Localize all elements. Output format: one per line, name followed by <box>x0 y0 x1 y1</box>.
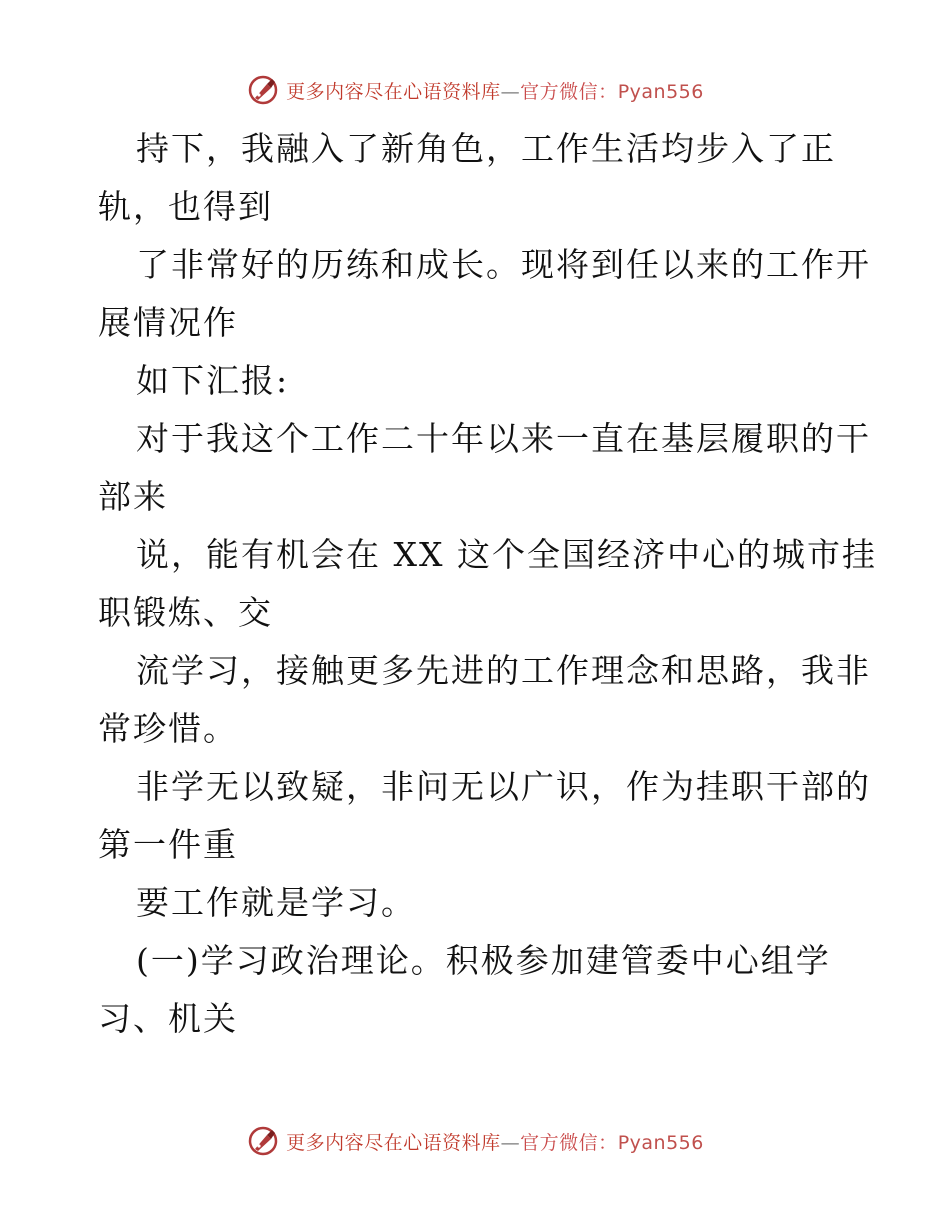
footer-site-name: 更多内容尽在心语资料库 <box>286 1131 501 1154</box>
document-body <box>98 120 877 1048</box>
header-banner <box>0 70 950 110</box>
text-line: 习、机关 <box>98 999 238 1038</box>
text-line: 部来 <box>98 477 168 516</box>
text-line: 要工作就是学习。 <box>136 883 416 922</box>
header-wechat-id: Pyan556 <box>617 80 704 103</box>
text-line: 轨，也得到 <box>98 187 273 226</box>
text-line: (一)学习政治理论。积极参加建管委中心组学 <box>136 941 831 980</box>
header-banner-text <box>286 77 704 104</box>
pen-nib-logo-icon <box>246 1124 280 1158</box>
text-line: 职锻炼、交 <box>98 593 273 632</box>
text-line: 非学无以致疑，非问无以广识，作为挂职干部的 <box>136 767 871 806</box>
text-line: 常珍惜。 <box>98 709 238 748</box>
text-line: 如下汇报: <box>136 361 290 400</box>
text-line: 了非常好的历练和成长。现将到任以来的工作开 <box>136 245 871 284</box>
header-wechat-label: 官方微信： <box>520 80 618 103</box>
footer-separator: — <box>500 1131 521 1154</box>
text-line: 第一件重 <box>98 825 238 864</box>
text-line: 展情况作 <box>98 303 238 342</box>
text-line: 对于我这个工作二十年以来一直在基层履职的干 <box>136 419 871 458</box>
header-separator: — <box>500 80 521 103</box>
footer-wechat-id: Pyan556 <box>617 1131 704 1154</box>
text-line: 流学习，接触更多先进的工作理念和思路，我非 <box>136 651 871 690</box>
header-site-name: 更多内容尽在心语资料库 <box>286 80 501 103</box>
text-line: 持下，我融入了新角色，工作生活均步入了正 <box>136 129 836 168</box>
footer-banner-text <box>286 1128 704 1155</box>
footer-banner <box>0 1121 950 1161</box>
text-line: 说，能有机会在 XX 这个全国经济中心的城市挂 <box>136 535 877 574</box>
footer-wechat-label: 官方微信： <box>520 1131 618 1154</box>
pen-nib-logo-icon <box>246 73 280 107</box>
